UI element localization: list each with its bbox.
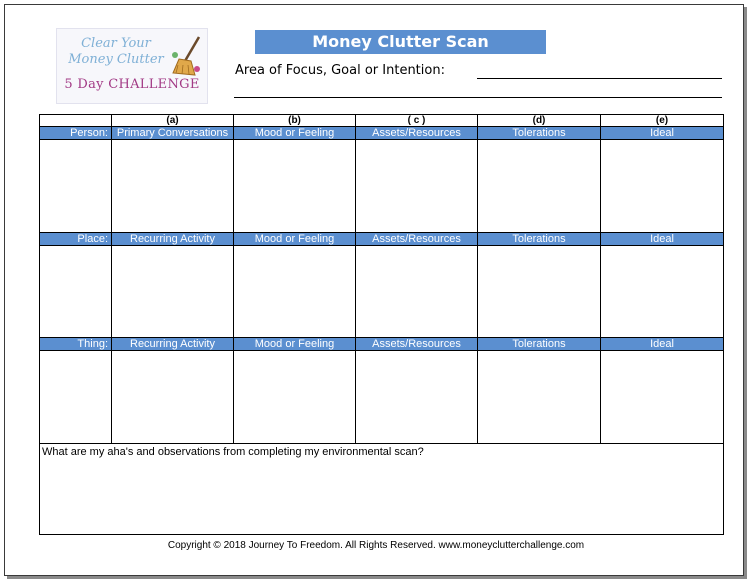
section-label: Thing:	[40, 338, 112, 351]
broom-icon	[169, 35, 205, 77]
entry-cell[interactable]	[601, 351, 724, 443]
column-header: Assets/Resources	[356, 127, 478, 140]
section-body-thing	[40, 351, 724, 443]
focus-input-line-2[interactable]	[234, 97, 722, 98]
section-header-person	[40, 127, 724, 140]
entry-cell[interactable]	[234, 351, 356, 443]
entry-cell[interactable]	[601, 245, 724, 337]
observations-row	[40, 443, 724, 535]
entry-cell[interactable]	[40, 245, 112, 337]
column-letter: (e)	[601, 115, 724, 127]
column-header: Mood or Feeling	[234, 338, 356, 351]
focus-label: Area of Focus, Goal or Intention:	[235, 63, 445, 78]
section-label: Place:	[40, 232, 112, 245]
entry-cell[interactable]	[112, 351, 234, 443]
entry-cell[interactable]	[40, 140, 112, 232]
entry-cell[interactable]	[356, 140, 478, 232]
entry-cell[interactable]	[478, 245, 601, 337]
column-header: Primary Conversations	[112, 127, 234, 140]
logo-line-3: 5 Day CHALLENGE	[64, 77, 200, 92]
section-label: Person:	[40, 127, 112, 140]
section-header-thing	[40, 338, 724, 351]
observations-prompt: What are my aha's and observations from completing my environmental scan?	[42, 445, 424, 458]
column-header: Ideal	[601, 338, 724, 351]
entry-cell[interactable]	[234, 245, 356, 337]
entry-cell[interactable]	[478, 140, 601, 232]
column-header: Assets/Resources	[356, 338, 478, 351]
entry-cell[interactable]	[478, 351, 601, 443]
column-header: Tolerations	[478, 232, 601, 245]
column-letter: (b)	[234, 115, 356, 127]
column-header: Tolerations	[478, 127, 601, 140]
challenge-logo	[56, 28, 208, 104]
page-title: Money Clutter Scan	[255, 30, 546, 54]
column-header: Ideal	[601, 127, 724, 140]
entry-cell[interactable]	[356, 245, 478, 337]
entry-cell[interactable]	[234, 140, 356, 232]
observations-box[interactable]	[40, 443, 724, 535]
corner-cell	[40, 115, 112, 127]
column-letter: (a)	[112, 115, 234, 127]
column-header: Recurring Activity	[112, 232, 234, 245]
column-header: Mood or Feeling	[234, 232, 356, 245]
column-header: Tolerations	[478, 338, 601, 351]
column-header: Mood or Feeling	[234, 127, 356, 140]
entry-cell[interactable]	[112, 140, 234, 232]
column-letter-row	[40, 115, 724, 127]
logo-line-2: Money Clutter	[68, 52, 164, 67]
column-header: Recurring Activity	[112, 338, 234, 351]
section-body-person	[40, 140, 724, 232]
entry-cell[interactable]	[112, 245, 234, 337]
column-header: Ideal	[601, 232, 724, 245]
section-body-place	[40, 245, 724, 337]
section-header-place	[40, 232, 724, 245]
scan-table	[39, 114, 724, 535]
entry-cell[interactable]	[40, 351, 112, 443]
column-header: Assets/Resources	[356, 232, 478, 245]
entry-cell[interactable]	[601, 140, 724, 232]
copyright-footer: Copyright © 2018 Journey To Freedom. All Rights Reserved. www.moneyclutterchallenge.com	[167, 540, 585, 551]
column-letter: ( c )	[356, 115, 478, 127]
logo-line-1: Clear Your	[81, 36, 151, 51]
focus-input-line[interactable]	[477, 78, 722, 79]
column-letter: (d)	[478, 115, 601, 127]
entry-cell[interactable]	[356, 351, 478, 443]
